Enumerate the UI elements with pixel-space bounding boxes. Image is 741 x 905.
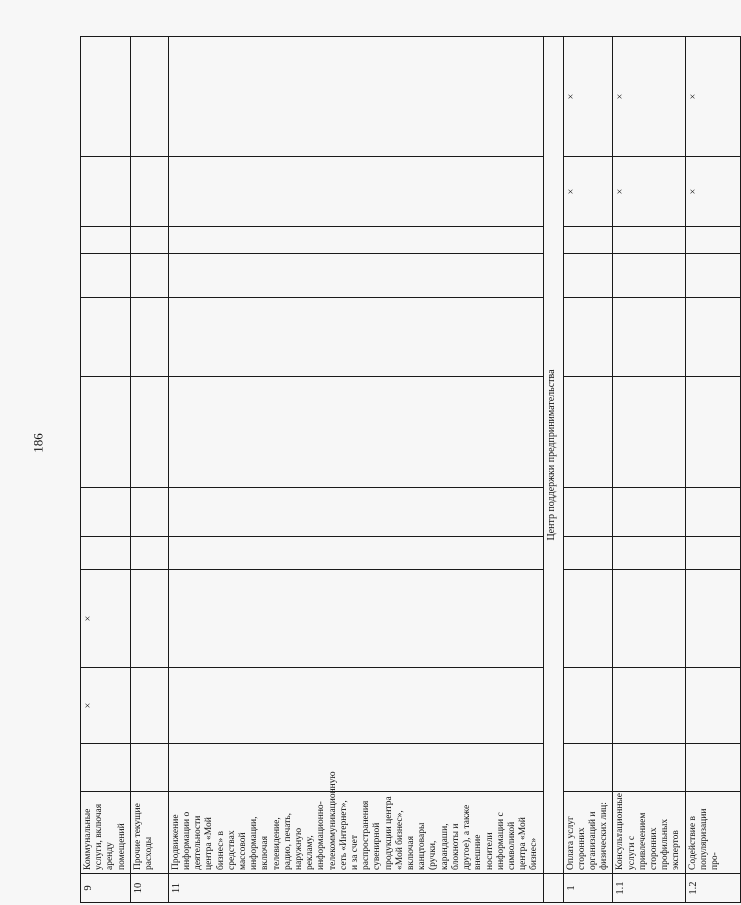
table-row [563, 37, 613, 903]
value-cell [168, 668, 543, 744]
row-number: 1.2 [685, 874, 740, 903]
value-cell [563, 570, 613, 668]
value-cell [613, 254, 685, 298]
value-cell [130, 37, 168, 157]
value-cell [130, 377, 168, 488]
row-number: 11 [168, 874, 543, 903]
value-cell: × [563, 37, 613, 157]
value-cell [685, 744, 740, 792]
value-cell [563, 298, 613, 377]
value-cell [130, 254, 168, 298]
value-cell [613, 298, 685, 377]
value-cell [168, 157, 543, 227]
row-number: 9 [81, 874, 131, 903]
value-cell: × [685, 37, 740, 157]
value-cell [130, 488, 168, 537]
value-cell [81, 298, 131, 377]
rotated-table-frame [80, 37, 720, 903]
value-cell [563, 377, 613, 488]
value-cell [563, 488, 613, 537]
value-cell [81, 744, 131, 792]
value-cell [563, 227, 613, 254]
value-cell [685, 254, 740, 298]
row-number: 1.1 [613, 874, 685, 903]
expense-table [80, 36, 741, 903]
row-name-text: Содействие в популяризации про- [687, 808, 720, 870]
value-cell [168, 570, 543, 668]
value-cell [130, 537, 168, 570]
value-cell [613, 488, 685, 537]
value-cell [168, 298, 543, 377]
value-cell [613, 744, 685, 792]
row-name [685, 792, 740, 874]
value-cell [685, 488, 740, 537]
value-cell [685, 377, 740, 488]
row-name-text: Коммунальные услуги, включая аренду помещений [83, 803, 127, 870]
row-name-text: Консультационные услуги с привлечением сторонних профильных экспертов [615, 792, 682, 870]
row-name-text: Оплата услуг сторонних организаций и физических лиц: [565, 802, 610, 870]
value-cell [81, 377, 131, 488]
value-cell [685, 298, 740, 377]
section-number-cell [543, 874, 563, 903]
value-cell: × [613, 157, 685, 227]
value-cell [685, 668, 740, 744]
value-cell [613, 227, 685, 254]
value-cell [613, 570, 685, 668]
value-cell [81, 227, 131, 254]
value-cell: × [81, 668, 131, 744]
value-cell [168, 488, 543, 537]
value-cell [81, 537, 131, 570]
value-cell [685, 570, 740, 668]
value-cell [130, 227, 168, 254]
value-cell [81, 157, 131, 227]
value-cell [563, 537, 613, 570]
table-row [613, 37, 685, 903]
value-cell [685, 537, 740, 570]
table-row [685, 37, 740, 903]
section-row [543, 37, 563, 903]
table-row [81, 37, 131, 903]
table-sheet [80, 37, 720, 903]
row-name [613, 792, 685, 874]
value-cell [81, 37, 131, 157]
row-name [130, 792, 168, 874]
value-cell [81, 254, 131, 298]
value-cell [168, 377, 543, 488]
value-cell [613, 377, 685, 488]
table-row [168, 37, 543, 903]
row-name-text: Прочие текущие расходы [132, 803, 155, 870]
value-cell [130, 157, 168, 227]
value-cell: × [81, 570, 131, 668]
value-cell [168, 744, 543, 792]
row-number: 1 [563, 874, 613, 903]
value-cell [168, 537, 543, 570]
row-name [563, 792, 613, 874]
value-cell [563, 254, 613, 298]
row-name-text: Продвижение информации о деятельности центра «Мой бизнес» в средствах массовой информации, включая телевидение, радио, печать, наружную рекламу, информационно-телекоммуникационную сеть «Интернет», и за счет распространения сувенирной продукции центра «Мой бизнес», включая канцтовары (ручки, карандаши, блокноты и другое), а также внешние носители информации с символикой центра «Мой бизнес» [170, 771, 540, 870]
value-cell [563, 744, 613, 792]
value-cell [130, 744, 168, 792]
section-title: Центр поддержки предпринимательства [543, 37, 563, 874]
value-cell [613, 668, 685, 744]
value-cell [168, 254, 543, 298]
value-cell [130, 298, 168, 377]
row-name [81, 792, 131, 874]
value-cell [168, 37, 543, 157]
row-number: 10 [130, 874, 168, 903]
value-cell [613, 537, 685, 570]
value-cell: × [685, 157, 740, 227]
value-cell [81, 488, 131, 537]
row-name [168, 771, 543, 874]
value-cell [563, 668, 613, 744]
value-cell [168, 227, 543, 254]
value-cell [685, 227, 740, 254]
table-row [130, 37, 168, 903]
page-number: 186 [30, 433, 46, 453]
value-cell [130, 668, 168, 744]
value-cell [130, 570, 168, 668]
value-cell: × [563, 157, 613, 227]
value-cell: × [613, 37, 685, 157]
